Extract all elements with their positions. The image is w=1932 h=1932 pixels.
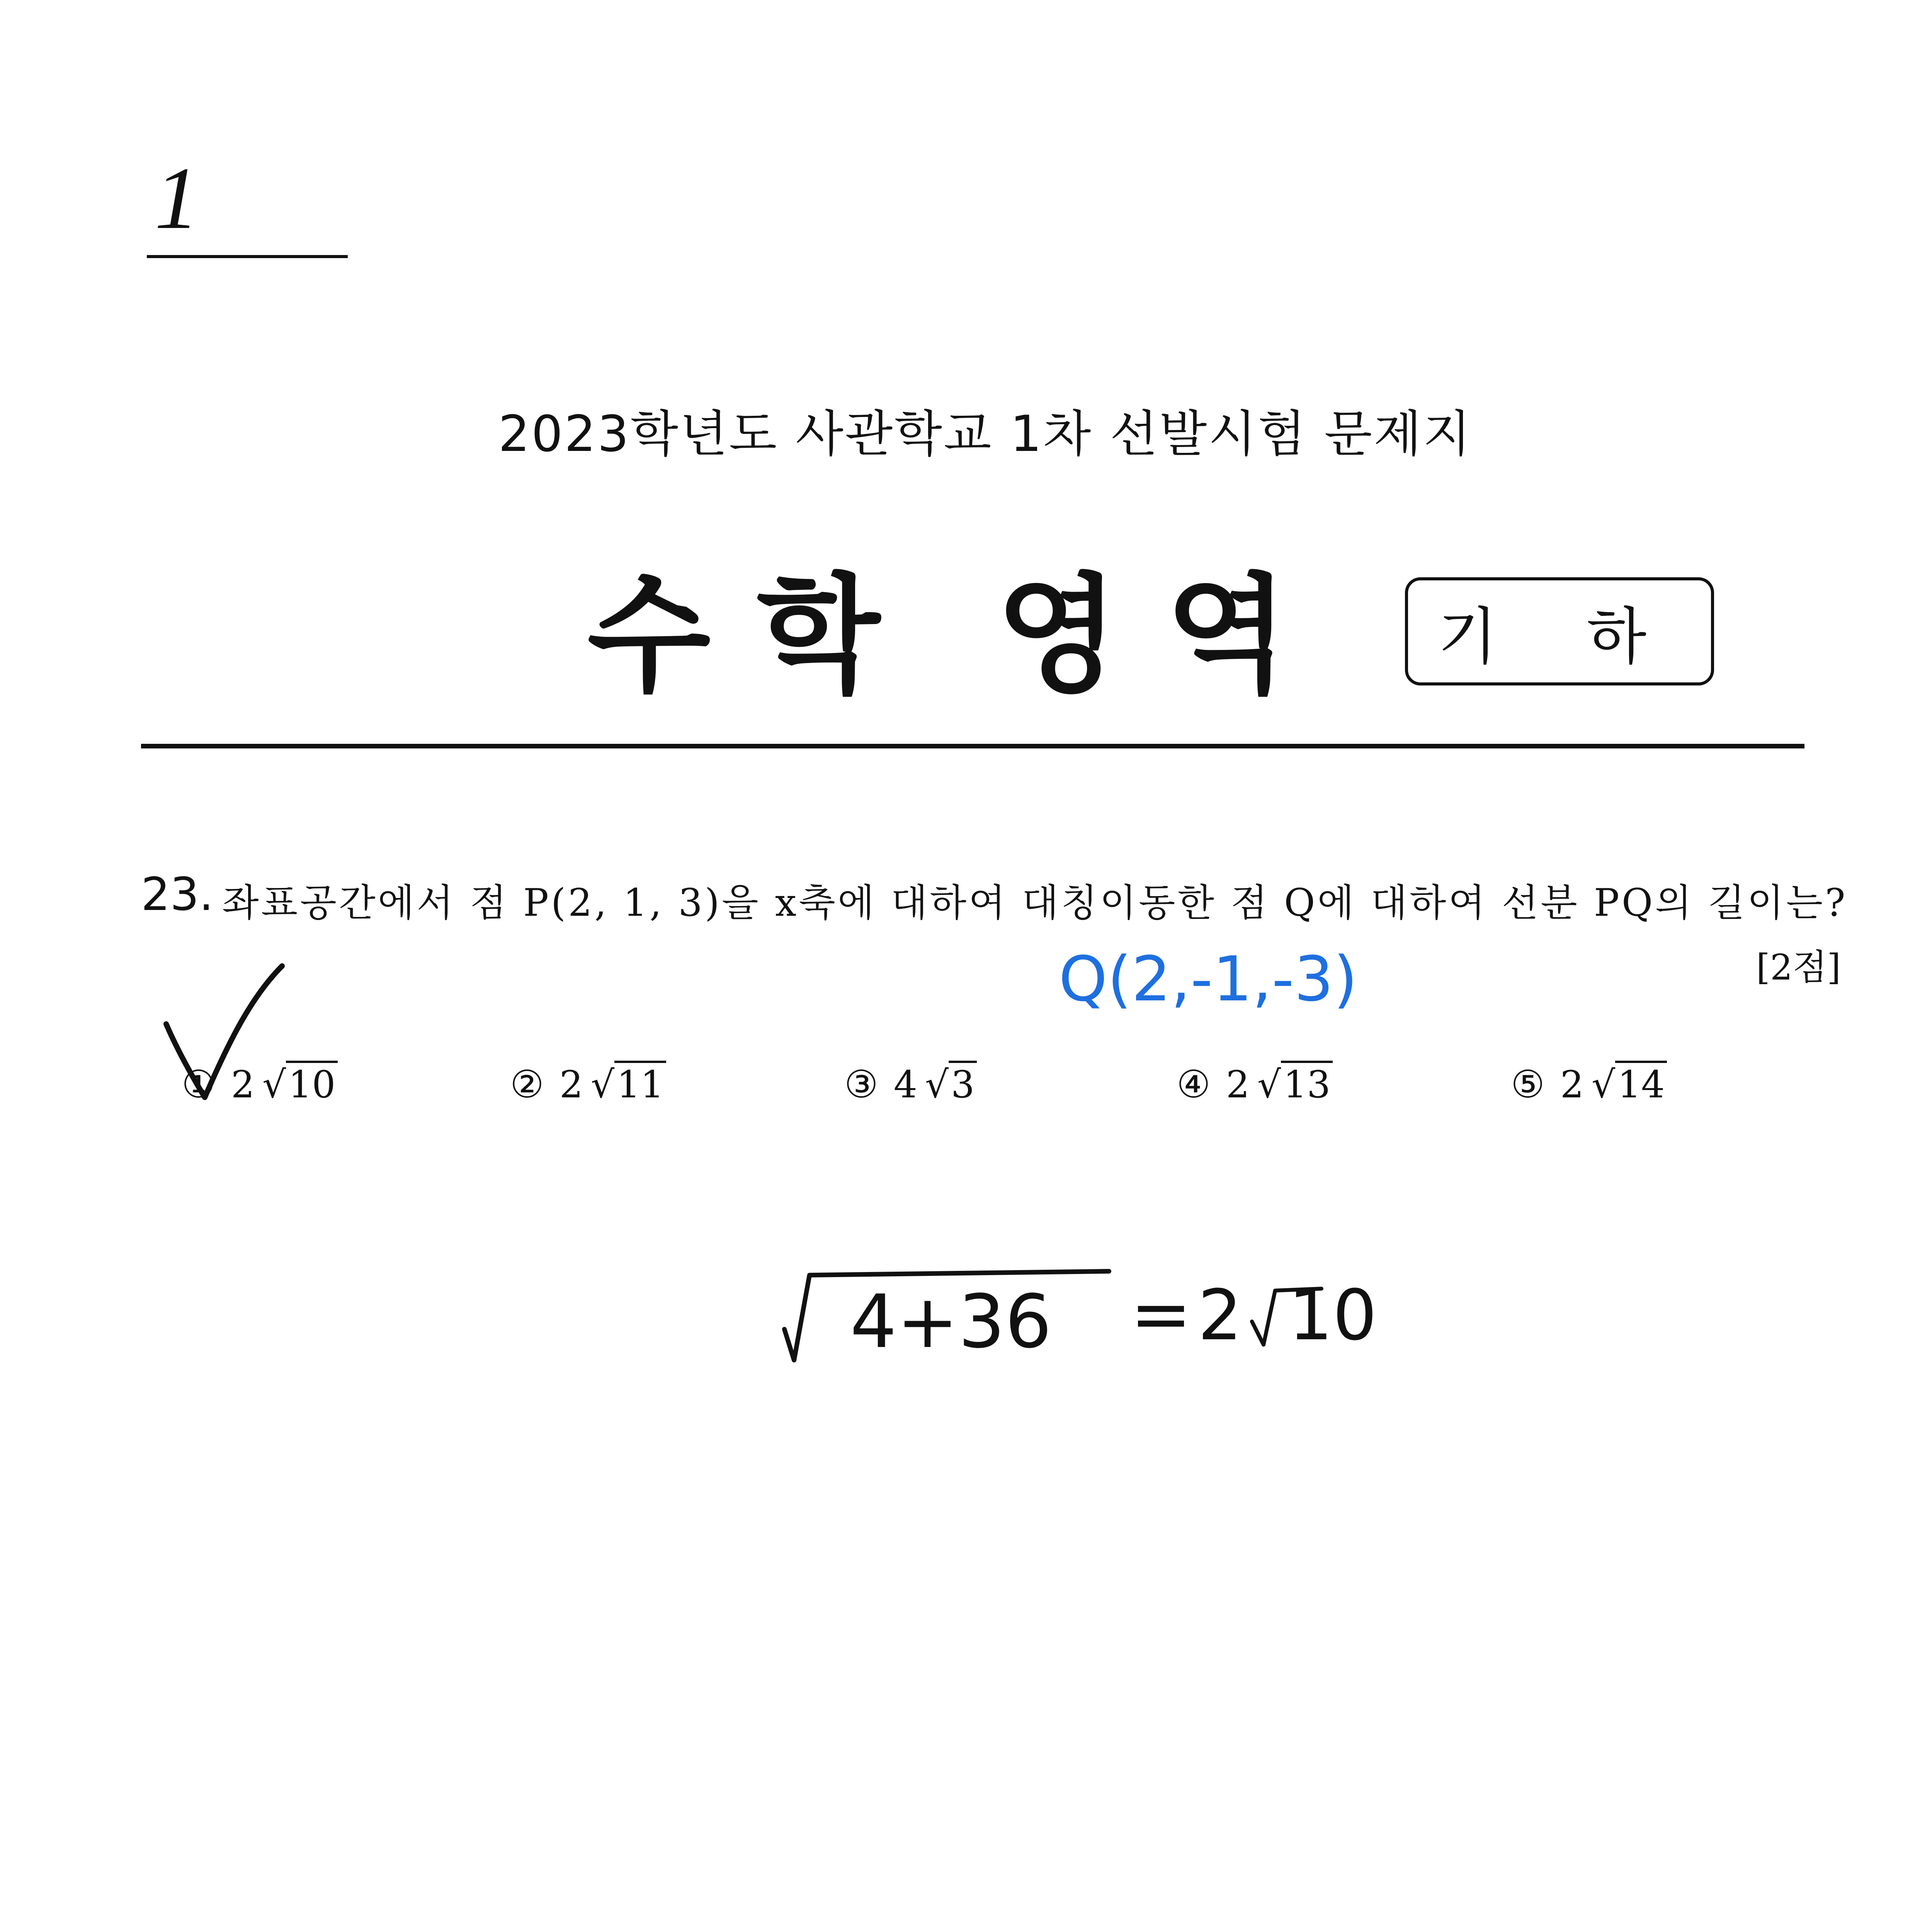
choice-coef: 4 <box>893 1063 917 1106</box>
sqrt-icon: √ <box>1591 1063 1616 1106</box>
question-points: [2점] <box>1756 947 1841 988</box>
choice-radicand: 10 <box>286 1061 338 1106</box>
choice-3[interactable] <box>844 1061 977 1107</box>
choice-value <box>1560 1061 1667 1106</box>
choice-2[interactable] <box>510 1061 666 1107</box>
title-char-1: 수 <box>587 561 711 710</box>
handwritten-result-radicand: 10 <box>1288 1275 1377 1356</box>
choice-marker: ④ <box>1177 1063 1211 1107</box>
title-char-2: 학 <box>757 561 880 710</box>
sqrt-icon: √ <box>1257 1063 1281 1106</box>
sqrt-icon: √ <box>590 1063 615 1106</box>
choice-marker: ⑤ <box>1511 1063 1545 1107</box>
choice-radicand: 14 <box>1615 1061 1667 1106</box>
header-divider <box>141 744 1804 748</box>
sqrt-icon: √ <box>262 1063 286 1106</box>
choice-marker: ③ <box>844 1063 878 1107</box>
choice-coef: 2 <box>1560 1063 1584 1106</box>
handwritten-work-expression: 4+36 <box>850 1279 1052 1364</box>
choice-coef: 2 <box>1226 1063 1250 1106</box>
choice-marker: ① <box>182 1063 216 1107</box>
choice-value <box>894 1061 977 1106</box>
page-number-underline <box>147 255 348 258</box>
subject-badge: 기 하 <box>1405 577 1714 685</box>
handwritten-result <box>1198 1275 1377 1356</box>
title-char-3: 영 <box>996 561 1119 710</box>
choice-value <box>231 1061 338 1106</box>
choice-1[interactable] <box>182 1061 338 1107</box>
choice-radicand: 13 <box>1281 1061 1333 1106</box>
question-number: 23. <box>141 867 214 921</box>
section-title <box>587 533 1335 716</box>
choice-radicand: 3 <box>949 1061 977 1106</box>
choice-coef: 2 <box>559 1063 583 1106</box>
choice-coef: 2 <box>231 1063 255 1106</box>
handwritten-result-coef: 2 <box>1198 1275 1242 1356</box>
handwritten-equals: = <box>1130 1271 1192 1357</box>
choice-value <box>560 1061 666 1106</box>
choice-radicand: 11 <box>614 1061 666 1106</box>
page-number: 1 <box>155 149 199 247</box>
sqrt-icon: √ <box>925 1063 949 1106</box>
choice-marker: ② <box>510 1063 544 1107</box>
exam-subtitle: 2023학년도 사관학교 1차 선발시험 문제지 <box>498 405 1473 463</box>
title-char-4: 역 <box>1165 561 1289 710</box>
choice-value <box>1226 1061 1333 1106</box>
handwritten-q-point: Q(2,-1,-3) <box>1059 943 1358 1015</box>
choice-5[interactable] <box>1511 1061 1667 1107</box>
question-text: 좌표공간에서 점 P(2, 1, 3)을 x축에 대하여 대칭이동한 점 Q에 대하여 선분 PQ의 길이는? <box>222 881 1848 925</box>
choice-4[interactable] <box>1177 1061 1333 1107</box>
